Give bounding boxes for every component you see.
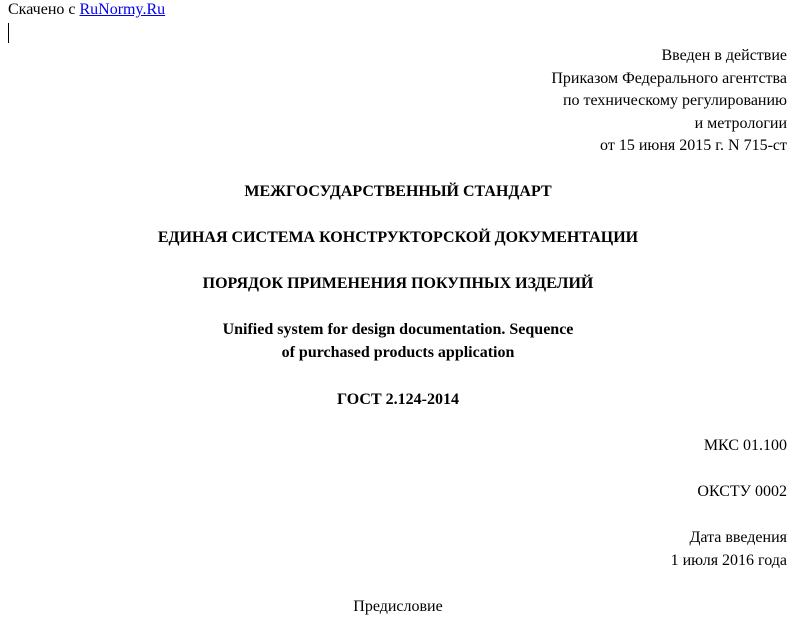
mks-code: МКС 01.100	[703, 437, 787, 454]
okstu-code: ОКСТУ 0002	[697, 483, 787, 500]
system-heading: ЕДИНАЯ СИСТЕМА КОНСТРУКТОРСКОЙ ДОКУМЕНТАЦИИ	[157, 229, 639, 246]
interstate-standard-heading: МЕЖГОСУДАРСТВЕННЫЙ СТАНДАРТ	[244, 183, 552, 200]
introduced-block	[551, 45, 787, 158]
introduced-line: и метрологии	[694, 114, 787, 132]
introduced-line: по техническому регулированию	[562, 92, 787, 110]
preface-heading: Предисловие	[353, 598, 443, 615]
downloaded-prefix: Скачено с	[8, 1, 76, 18]
effective-date-value: 1 июля 2016 года	[670, 552, 787, 569]
runormy-link[interactable]: RuNormy.Ru	[79, 1, 166, 18]
introduced-line: Приказом Федерального агентства	[551, 69, 787, 87]
effective-date-label: Дата введения	[689, 529, 787, 546]
introduced-line: Введен в действие	[661, 47, 787, 64]
source-line	[8, 0, 165, 20]
gost-number: ГОСТ 2.124-2014	[337, 391, 459, 408]
text-cursor	[8, 23, 9, 43]
english-title-line-1: Unified system for design documentation. Sequence	[222, 321, 574, 338]
subject-heading: ПОРЯДОК ПРИМЕНЕНИЯ ПОКУПНЫХ ИЗДЕЛИЙ	[202, 275, 594, 292]
english-title-line-2: of purchased products application	[281, 344, 515, 361]
introduced-line: от 15 июня 2015 г. N 715-ст	[600, 137, 787, 155]
